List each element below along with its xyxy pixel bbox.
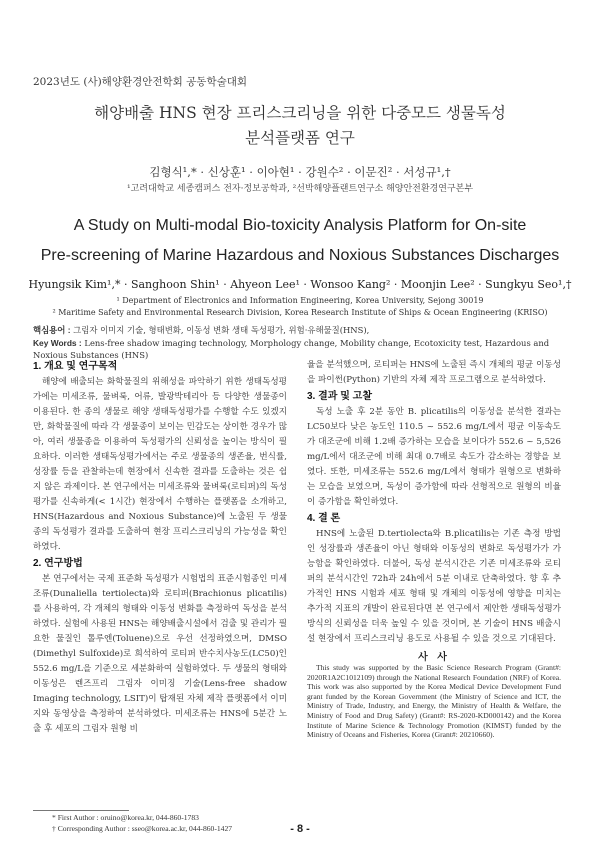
keywords-korean: [33, 324, 573, 336]
section-3-title: 3. 결과 및 고찰: [307, 391, 372, 402]
section-4-title: 4. 결 론: [307, 513, 341, 524]
acknowledgement-title: 사 사: [418, 652, 450, 663]
footnote-corresponding-author: † Corresponding Author : sseo@korea.ac.kr, 044-860-1427: [52, 824, 233, 833]
korean-affiliation: ¹고려대학교 세종캠퍼스 전자·정보공학과, ²선박해양플랜트연구소 해양안전환경연구본부: [126, 184, 474, 194]
english-title: [0, 211, 600, 271]
korean-authors: 김형식¹,* · 신상훈¹ · 이아현¹ · 강원수² · 이문진² · 서성규¹,†: [149, 165, 451, 179]
page-number: - 8 -: [290, 823, 310, 835]
english-title-line1: A Study on Multi-modal Bio-toxicity Analysis Platform for On-site: [73, 217, 527, 234]
keywords-korean-label: 핵심용어 :: [33, 325, 71, 335]
section-3-text: 독성 노출 후 2분 동안 B. plicatilis의 이동성을 분석한 결과는 LC50보다 낮은 농도인 110.5 ~ 552.6 mg/L에서 평균 이동속도가 대조군에 비해 1.2배 증가하는 모습을 보이다가 552.6 ~ 5,526 mg/L에서 대조군에 비해 최대 0.7배로 속도가 감소하는 경향을 보였다. 또한, 미세조류는 552.6 mg/L에서 형태가 원형으로 변화하는 모습을 보였으며, 독성이 증가함에 따라 선형적으로 원형의 비율이 증가함을 확인하였다.: [307, 407, 561, 507]
korean-title-line2: 분석플랫폼 연구: [245, 129, 355, 147]
keywords-english-label: Key Words :: [33, 338, 82, 348]
korean-title-line1: 해양배출 HNS 현장 프리스크리닝을 위한 다중모드 생물독성: [94, 104, 506, 122]
section-4-text: HNS에 노출된 D.tertiolecta와 B.plicatilis는 기존 측정 방법인 성장률과 생존율이 아닌 형태와 이동성의 변화로 독성평가가 가능함을 확인하였다. 더불어, 독성 분석시간은 기존 미세조류와 로티퍼의 분석시간인 72h과 24h에서 5분 이내로 단축하였다. 향 후 추가적인 HNS 시험과 세포 형태 및 개체의 이동성에 영향을 미치는 추가적 지표의 개발이 완료된다면 본 연구에서 제안한 생태독성평가 방식의 신뢰성을 더욱 높일 수 있을 것이며, 본 기술이 HNS 배출시설 현장에서 프리스크리닝 용도로 사용될 수 있을 것으로 기대된다.: [307, 529, 561, 644]
footnote-first-author: * First Author : oruino@korea.kr, 044-860-1783: [52, 813, 199, 822]
footnote-divider: [33, 810, 129, 811]
section-2-title: 2. 연구방법: [33, 558, 83, 569]
section-2-continued: 율을 분석했으며, 로티퍼는 HNS에 노출된 즉시 개체의 평균 이동성을 파이썬(Python) 기반의 자체 제작 프로그램으로 분석하였다.: [307, 360, 561, 385]
section-1-text: 해양에 배출되는 화학물질의 위해성을 파악하기 위한 생태독성평가에는 미세조류, 물벼룩, 어류, 발광박테리아 등 다양한 생물종이 이용된다. 한 종의 생물로 해양 생태독성평가를 수행할 수도 있겠지만, 화학물질에 따라 각 생물종이 보이는 민감도는 상이한 경우가 많아, 여러 생물종을 이용하여 독성평가의 신뢰성을 높이는 방식이 필요하다. 이러한 생태독성평가에서는 주로 생물종의 생존율, 번식률, 성장률 등을 관찰하는데 현장에서 신속한 결과를 도출하는 것은 쉽지 않은 과제이다. 본 연구에서는 미세조류와 물벼룩(로티퍼)의 독성평가를 신속하게(< 1시간) 현장에서 수행하는 플랫폼을 소개하고, HNS(Hazardous and Noxious Substance)에 노출된 두 생물 종의 독성평가 결과를 도출하여 현장 프리스크리닝의 가능성을 확인하였다.: [33, 377, 287, 552]
english-affiliation-line2: ² Maritime Safety and Environmental Research Division, Korea Research Institute of Ships & Ocean Engineering (KRISO): [52, 308, 548, 317]
left-column: [33, 358, 287, 737]
english-affiliation-line1: ¹ Department of Electronics and Information Engineering, Korea University, Sejong 30019: [116, 296, 484, 305]
acknowledgement-text: This study was supported by the Basic Science Research Program (Grant#: 2020R1A2C1012109) through the National Research Foundation (NRF) of Korea. This work was also supported by the Korea Medical Device Development Fund grant funded by the Korean Government (the Ministry of Science and ICT, the Ministry of Trade, Industry, and Energy, the Ministry of Health & Welfare, the Ministry of Food and Drug Safety) (Grant#: RS-2020-KD000142) and the Korea Institute of Marine Science & Technology Promotion (KIMST) funded by the Ministry of Oceans and Fisheries, Korea (Grant#: 20210660).: [307, 663, 561, 740]
conference-header: 2023년도 (사)해양환경안전학회 공동학술대회: [33, 76, 248, 88]
right-column: [307, 358, 561, 740]
section-1-title: 1. 개요 및 연구목적: [33, 361, 118, 372]
english-authors: Hyungsik Kim¹,* · Sanghoon Shin¹ · Ahyeon Lee¹ · Wonsoo Kang² · Moonjin Lee² · Sungkyu Seo¹,†: [28, 278, 572, 291]
keywords-korean-text: 그림자 이미지 기술, 형태변화, 이동성 변화 생태 독성평가, 위험·유해물질(HNS),: [73, 325, 370, 335]
english-title-line2: Pre-screening of Marine Hazardous and Noxious Substances Discharges: [40, 247, 560, 264]
section-2-text: 본 연구에서는 국제 표준화 독성평가 시험법의 표준시험종인 미세조류(Dunaliella tertiolecta)와 로티퍼(Brachionus plicatilis)를 사용하여, 각 개체의 형태와 이동성 변화를 측정하여 독성을 분석하였다. 실험에 사용된 HNS는 해양배출시설에서 검출 및 관리가 필요한 물질인 톨루엔(Toluene)으로 우선 선정하였으며, DMSO (Dimethyl Sulfoxide)로 희석하여 로티퍼 반수치사농도(LC50)인 552.6 mg/L을 기준으로 세분화하여 실험하였다. 두 생물의 형태와 이동성은 렌즈프리 그림자 이미징 기술(Lens-free shadow Imaging technology, LSIT)이 탑재된 자체 제작 플랫폼에서 이미지와 동영상을 측정하여 분석하였다. 미세조류는 HNS에 5분간 노출 후 세포의 그림자 원형 비: [33, 574, 287, 734]
keywords-english-text: Lens-free shadow imaging technology, Morphology change, Mobility change, Ecotoxicity test, Hazardous and Noxious Substances (HNS): [33, 338, 550, 360]
